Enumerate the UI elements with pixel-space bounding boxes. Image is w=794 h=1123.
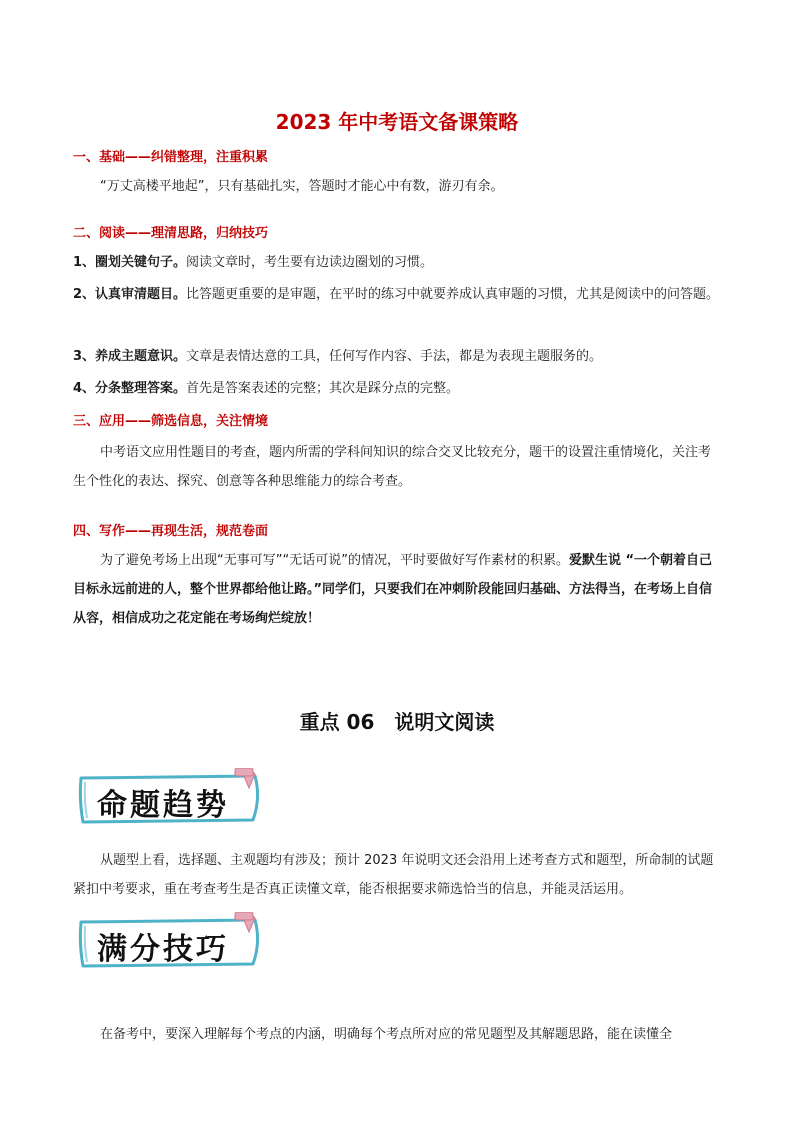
item-text: 阅读文章时，考生要有边读边圈划的习惯。 bbox=[186, 255, 434, 270]
item-lead: 2、认真审清题目。 bbox=[73, 287, 187, 302]
section-2-item-4 bbox=[73, 374, 723, 403]
item-lead: 4、分条整理答案。 bbox=[73, 381, 187, 396]
item-text: 比答题更重要的是审题，在平时的练习中就要养成认真审题的习惯，尤其是阅读中的问答题。 bbox=[186, 287, 720, 302]
banner-skills bbox=[75, 912, 265, 972]
banner-skills-label: 满分技巧 bbox=[97, 932, 229, 967]
section-4-text-bold: 爱默生说 “一个朝着自己目标永远前进的人，整个世界都给他让路。”同学们，只要我们在冲刺阶段能回归基础、方法得当，在考场上自信从容，相信成功之花定能在考场绚烂绽放！ bbox=[73, 553, 713, 626]
section-3-text: 中考语文应用性题目的考查，题内所需的学科间知识的综合交叉比较充分，题干的设置注重情境化，关注考生个性化的表达、探究、创意等各种思维能力的综合考查。 bbox=[73, 445, 712, 489]
item-text: 首先是答案表述的完整；其次是踩分点的完整。 bbox=[186, 381, 460, 396]
section-3-heading: 三、应用——筛选信息，关注情境 bbox=[73, 414, 269, 429]
banner-trend bbox=[75, 768, 265, 828]
section-1-text: “万丈高楼平地起”，只有基础扎实，答题时才能心中有数，游刃有余。 bbox=[100, 179, 504, 194]
section-2-item-3 bbox=[73, 342, 723, 371]
document-title: 2023 年中考语文备课策略 bbox=[275, 110, 519, 134]
banner-skills-text: 在备考中，要深入理解每个考点的内涵，明确每个考点所对应的常见题型及其解题思路，能在读懂全 bbox=[100, 1027, 673, 1042]
section-2-heading: 二、阅读——理清思路，归纳技巧 bbox=[73, 226, 269, 241]
section-4-text bbox=[73, 546, 723, 633]
topic-title: 重点 06 说明文阅读 bbox=[299, 710, 495, 734]
item-lead: 3、养成主题意识。 bbox=[73, 349, 187, 364]
item-text: 文章是表情达意的工具，任何写作内容、手法，都是为表现主题服务的。 bbox=[186, 349, 603, 364]
banner-trend-text: 从题型上看，选择题、主观题均有涉及；预计 2023 年说明文还会沿用上述考查方式和题型，所命制的试题紧扣中考要求，重在考查考生是否真正读懂文章，能否根据要求筛选恰当的信息，并能灵活运用。 bbox=[73, 853, 714, 897]
banner-trend-label: 命题趋势 bbox=[97, 788, 229, 823]
item-lead: 1、圈划关键句子。 bbox=[73, 255, 187, 270]
section-4-text-plain: 为了避免考场上出现“无事可写”“无话可说”的情况，平时要做好写作素材的积累。 bbox=[100, 553, 569, 568]
section-2-item-1 bbox=[73, 248, 723, 277]
section-2-item-2 bbox=[73, 280, 723, 309]
section-4-heading: 四、写作——再现生活，规范卷面 bbox=[73, 524, 269, 539]
section-1-heading: 一、基础——纠错整理，注重积累 bbox=[73, 150, 269, 165]
